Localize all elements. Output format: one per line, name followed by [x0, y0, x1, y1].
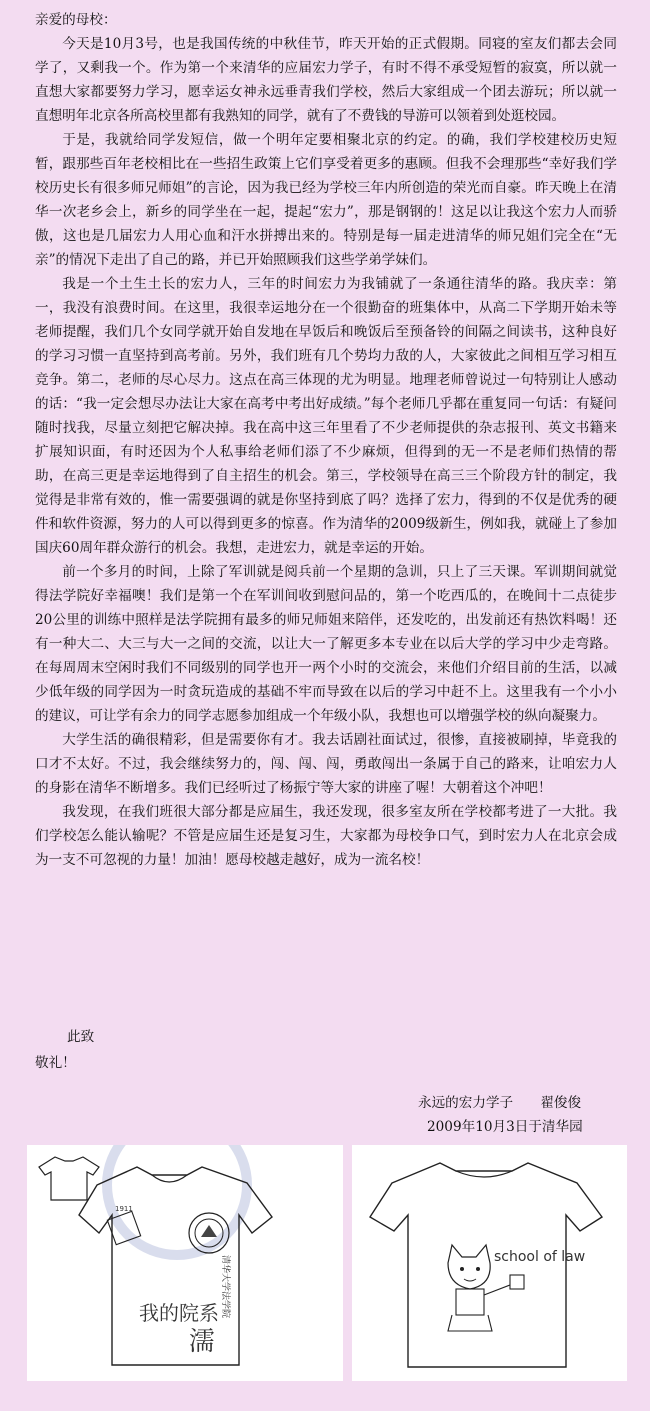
paragraph-3: 我是一个土生土长的宏力人，三年的时间宏力为我铺就了一条通往清华的路。我庆幸：第一，我没有浪费时间。在这里，我很幸运地分在一个很勤奋的班集体中，从高二下学期开始未等老师提醒，我们几个女同学就开始自发地在早饭后和晚饭后至预备铃的间隔之间读书，这种良好的学习习惯一直坚持到高考前。另外，我们班有几个势均力敌的人，大家彼此之间相互学习相互竞争。第二，老师的尽心尽力。这点在高三体现的尤为明显。地理老师曾说过一句特别让人感动的话：“我一定会想尽办法让大家在高考中考出好成绩。”每个老师几乎都在重复同一句话：有疑问随时找我，尽量立刻把它解决掉。我在高中这三年里看了不少老师提供的杂志报刊、英文书籍来扩展知识面，有时还因为个人私事给老师们添了不少麻烦，但得到的无一不是老师们热情的帮助，在高三更是幸运地得到了自主招生的机会。第三，学校领导在高三三个阶段方针的制定，我觉得是非常有效的，惟一需要强调的就是你坚持到底了吗？选择了宏力，得到的不仅是优秀的硬件和软件资源，努力的人可以得到更多的惊喜。作为清华的2009级新生，例如我，就碰上了参加国庆60周年群众游行的机会。我想，走进宏力，就是幸运的开始。: [35, 276, 617, 556]
right-caption: school of law: [494, 1249, 586, 1265]
paragraph-6: 我发现，在我们班很大部分都是应届生，我还发现，很多室友所在学校都考进了一大批。我们学校怎么能认输呢？不管是应届生还是复习生，大家都为母校争口气，到时宏力人在北京会成为一支不可忽视的力量！加油！愿母校越走越好，成为一流名校！: [35, 804, 617, 868]
signature: 永远的宏力学子 翟俊俊: [418, 1095, 582, 1111]
letter-body: [35, 32, 617, 872]
tshirt-back-drawing: [352, 1145, 627, 1381]
sleeve-text: 1911: [115, 1205, 133, 1213]
paragraph-4: 前一个多月的时间，上除了军训就是阅兵前一个星期的急训，只上了三天课。军训期间就觉得法学院好幸福噢！我们是第一个在军训间收到慰问品的，第一个吃西瓜的，在晚间十二点徒步20公里的训练中照样是法学院拥有最多的师兄师姐来陪伴，还发吃的，出发前还有热饮料喝！还有一种大二、大三与大一之间的交流，以让大一了解更多本专业在以后大学的学习中少走弯路。在每周周末空闲时我们不同级别的同学也开一两个小时的交流会，来他们介绍目前的生活，以减少低年级的同学因为一时贪玩造成的基础不牢而导致在以后的学习中赶不上。这里我有一个小小的建议，可让学有余力的同学志愿参加组成一个年级小队，我想也可以增强学校的纵向凝聚力。: [35, 564, 617, 724]
tshirt-back-sketch: [352, 1145, 627, 1381]
closing: 此致: [67, 1029, 95, 1045]
regards: 敬礼！: [35, 1055, 76, 1071]
letter-date: 2009年10月3日于清华园: [427, 1119, 583, 1135]
left-big-glyph: 濡: [189, 1327, 216, 1357]
paragraph-2: 于是，我就给同学发短信，做一个明年定要相聚北京的约定。的确，我们学校建校历史短暂，跟那些百年老校相比在一些招生政策上它们享受着更多的惠顾。但我不会理那些“幸好我们学校历史长有很多师兄师姐”的言论，因为我已经为学校三年内所创造的荣光而自豪。昨天晚上在清华一次老乡会上，新乡的同学坐在一起，提起“宏力”，那是钢钢的！这足以让我这个宏力人而骄傲，这也是几届宏力人用心血和汗水拼搏出来的。特别是每一届走进清华的师兄姐们完全在“无亲”的情况下走出了自己的路，并已开始照顾我们这些学弟学妹们。: [35, 132, 617, 268]
tshirt-front-sketch: [27, 1145, 343, 1381]
paragraph-1: 今天是10月3号，也是我国传统的中秋佳节，昨天开始的正式假期。同寝的室友们都去会同学了，又剩我一个。作为第一个来清华的应届宏力学子，有时不得不承受短暂的寂寞，所以就一直想大家都要努力学习，愿幸运女神永远垂青我们学校，然后大家组成一个团去游玩；所以就一直想明年北京各所高校里都有我熟知的同学，就有了不费钱的导游可以领着到处逛校园。: [35, 36, 617, 124]
paragraph-5: 大学生活的确很精彩，但是需要你有才。我去话剧社面试过，很惨，直接被刷掉，毕竟我的口才不太好。不过，我会继续努力的，闯、闯、闯，勇敢闯出一条属于自己的路来，让咱宏力人的身影在清华不断增多。我们已经听过了杨振宁等大家的讲座了喔！大朝着这个冲吧！: [35, 732, 617, 796]
tshirt-front-drawing: [27, 1145, 343, 1381]
salutation: 亲爱的母校：: [35, 12, 117, 28]
left-caption: 我的院系: [139, 1301, 219, 1325]
badge-text: 清华大学法学院: [220, 1255, 230, 1319]
